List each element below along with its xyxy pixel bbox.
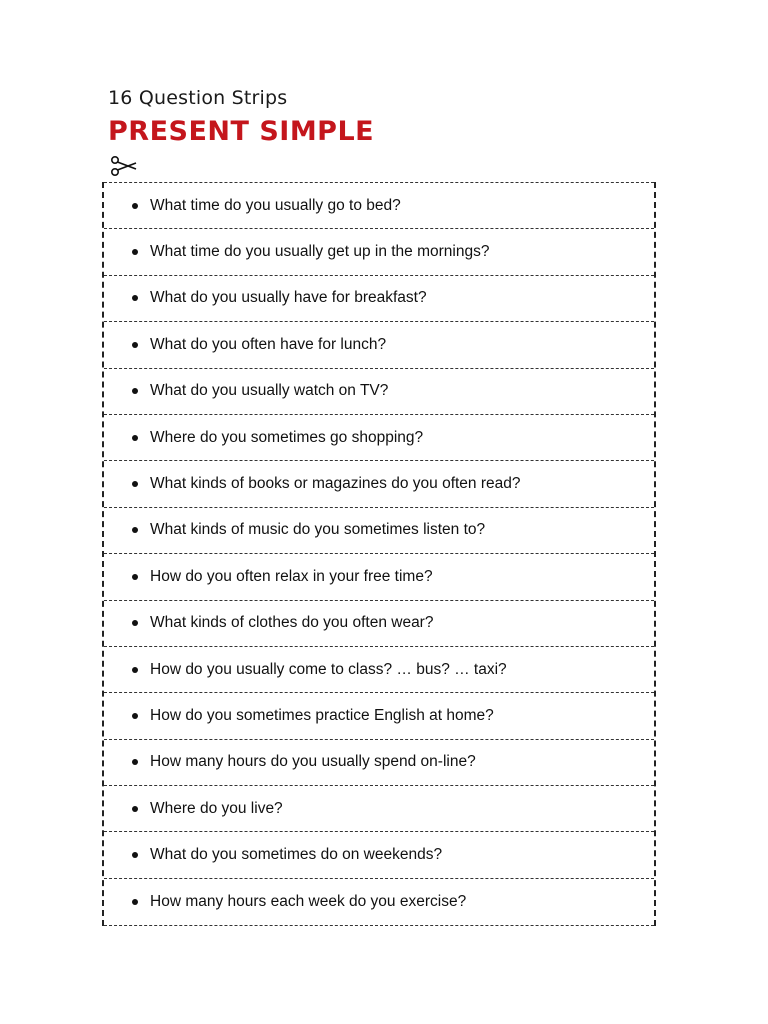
question-text: What kinds of music do you sometimes listen to? <box>150 521 486 539</box>
question-text: How do you often relax in your free time? <box>150 567 433 585</box>
question-strip <box>104 368 654 414</box>
bullet-icon <box>132 527 138 533</box>
question-strip <box>104 507 654 553</box>
worksheet-subtitle: 16 Question Strips <box>108 87 288 109</box>
bullet-icon <box>132 620 138 626</box>
question-text: What time do you usually go to bed? <box>150 196 401 214</box>
question-strip <box>104 460 654 506</box>
bullet-icon <box>132 806 138 812</box>
bullet-icon <box>132 667 138 673</box>
question-text: How do you usually come to class? … bus? … taxi? <box>150 660 507 678</box>
bullet-icon <box>132 249 138 255</box>
bullet-icon <box>132 435 138 441</box>
bullet-icon <box>132 713 138 719</box>
question-strip <box>104 739 654 785</box>
question-text: What kinds of books or magazines do you often read? <box>150 475 521 493</box>
bullet-icon <box>132 759 138 765</box>
question-text: What do you sometimes do on weekends? <box>150 846 443 864</box>
question-text: What do you often have for lunch? <box>150 335 387 353</box>
question-strip <box>104 785 654 831</box>
question-strip <box>104 600 654 646</box>
question-strip <box>104 275 654 321</box>
question-text: Where do you sometimes go shopping? <box>150 428 424 446</box>
question-strip <box>104 878 654 926</box>
question-text: What do you usually watch on TV? <box>150 382 389 400</box>
question-text: How many hours each week do you exercise? <box>150 892 467 910</box>
question-text: How do you sometimes practice English at home? <box>150 706 494 724</box>
bullet-icon <box>132 574 138 580</box>
question-strip <box>104 182 654 228</box>
question-strip <box>104 692 654 738</box>
question-text: What time do you usually get up in the mornings? <box>150 243 490 261</box>
bullet-icon <box>132 342 138 348</box>
question-strip <box>104 321 654 367</box>
question-strip <box>104 831 654 877</box>
question-strip <box>104 553 654 599</box>
question-strip <box>104 228 654 274</box>
question-text: How many hours do you usually spend on-line? <box>150 753 476 771</box>
bullet-icon <box>132 203 138 209</box>
worksheet-title: PRESENT SIMPLE <box>108 116 375 147</box>
scissors-icon <box>110 155 138 177</box>
question-strip <box>104 646 654 692</box>
question-text: What kinds of clothes do you often wear? <box>150 614 434 632</box>
bullet-icon <box>132 481 138 487</box>
question-text: Where do you live? <box>150 799 283 817</box>
question-strip-list <box>102 182 656 926</box>
bullet-icon <box>132 295 138 301</box>
bullet-icon <box>132 852 138 858</box>
bullet-icon <box>132 899 138 905</box>
question-strip <box>104 414 654 460</box>
bullet-icon <box>132 388 138 394</box>
question-text: What do you usually have for breakfast? <box>150 289 427 307</box>
